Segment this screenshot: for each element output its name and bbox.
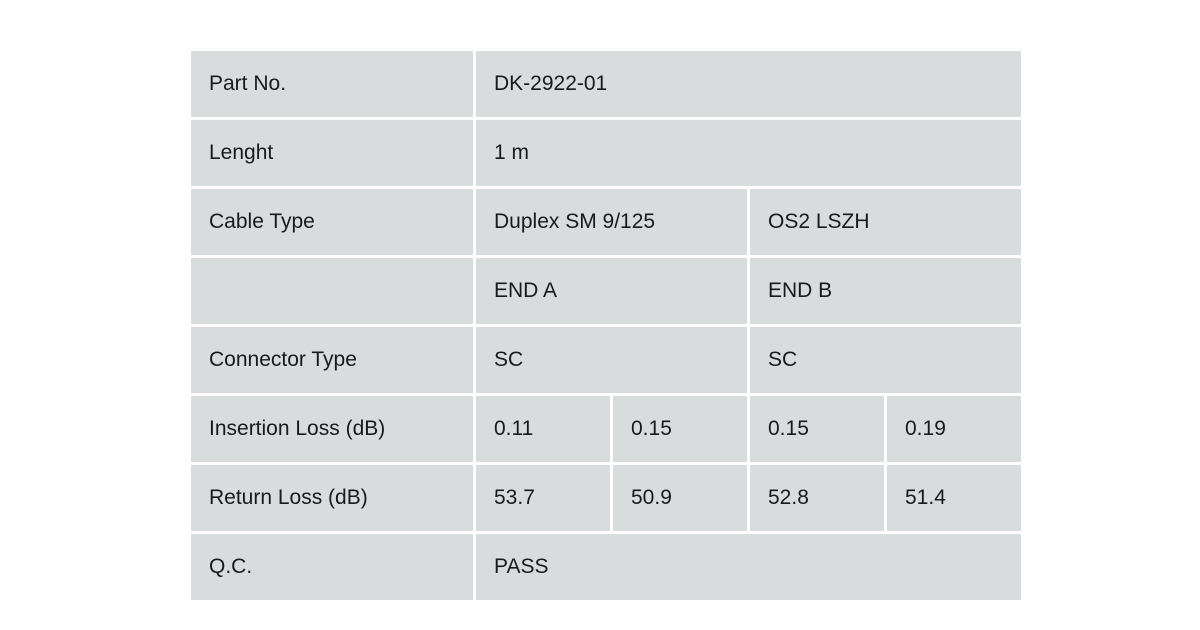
row-value: 51.4 (887, 465, 1021, 531)
row-value: 1 m (476, 120, 1021, 186)
row-value: 53.7 (476, 465, 610, 531)
row-label: Return Loss (dB) (191, 465, 473, 531)
row-value: 0.11 (476, 396, 610, 462)
row-label: Cable Type (191, 189, 473, 255)
row-label (191, 258, 473, 324)
table-row (191, 396, 1021, 462)
row-value: SC (750, 327, 1021, 393)
table-row (191, 51, 1021, 117)
row-label: Part No. (191, 51, 473, 117)
row-label: Lenght (191, 120, 473, 186)
row-value: 0.19 (887, 396, 1021, 462)
row-label: Insertion Loss (dB) (191, 396, 473, 462)
row-value: PASS (476, 534, 1021, 600)
row-value: END B (750, 258, 1021, 324)
row-value: Duplex SM 9/125 (476, 189, 747, 255)
table-body (191, 51, 1021, 600)
table-row (191, 258, 1021, 324)
row-value: 52.8 (750, 465, 884, 531)
table-row (191, 327, 1021, 393)
row-value: 0.15 (613, 396, 747, 462)
row-value: DK-2922-01 (476, 51, 1021, 117)
table-row (191, 465, 1021, 531)
row-label: Connector Type (191, 327, 473, 393)
table-row (191, 120, 1021, 186)
table-row (191, 189, 1021, 255)
row-value: END A (476, 258, 747, 324)
cable-specification-table (188, 48, 1024, 603)
row-value: 50.9 (613, 465, 747, 531)
table-row (191, 534, 1021, 600)
row-value: OS2 LSZH (750, 189, 1021, 255)
row-label: Q.C. (191, 534, 473, 600)
row-value: SC (476, 327, 747, 393)
row-value: 0.15 (750, 396, 884, 462)
